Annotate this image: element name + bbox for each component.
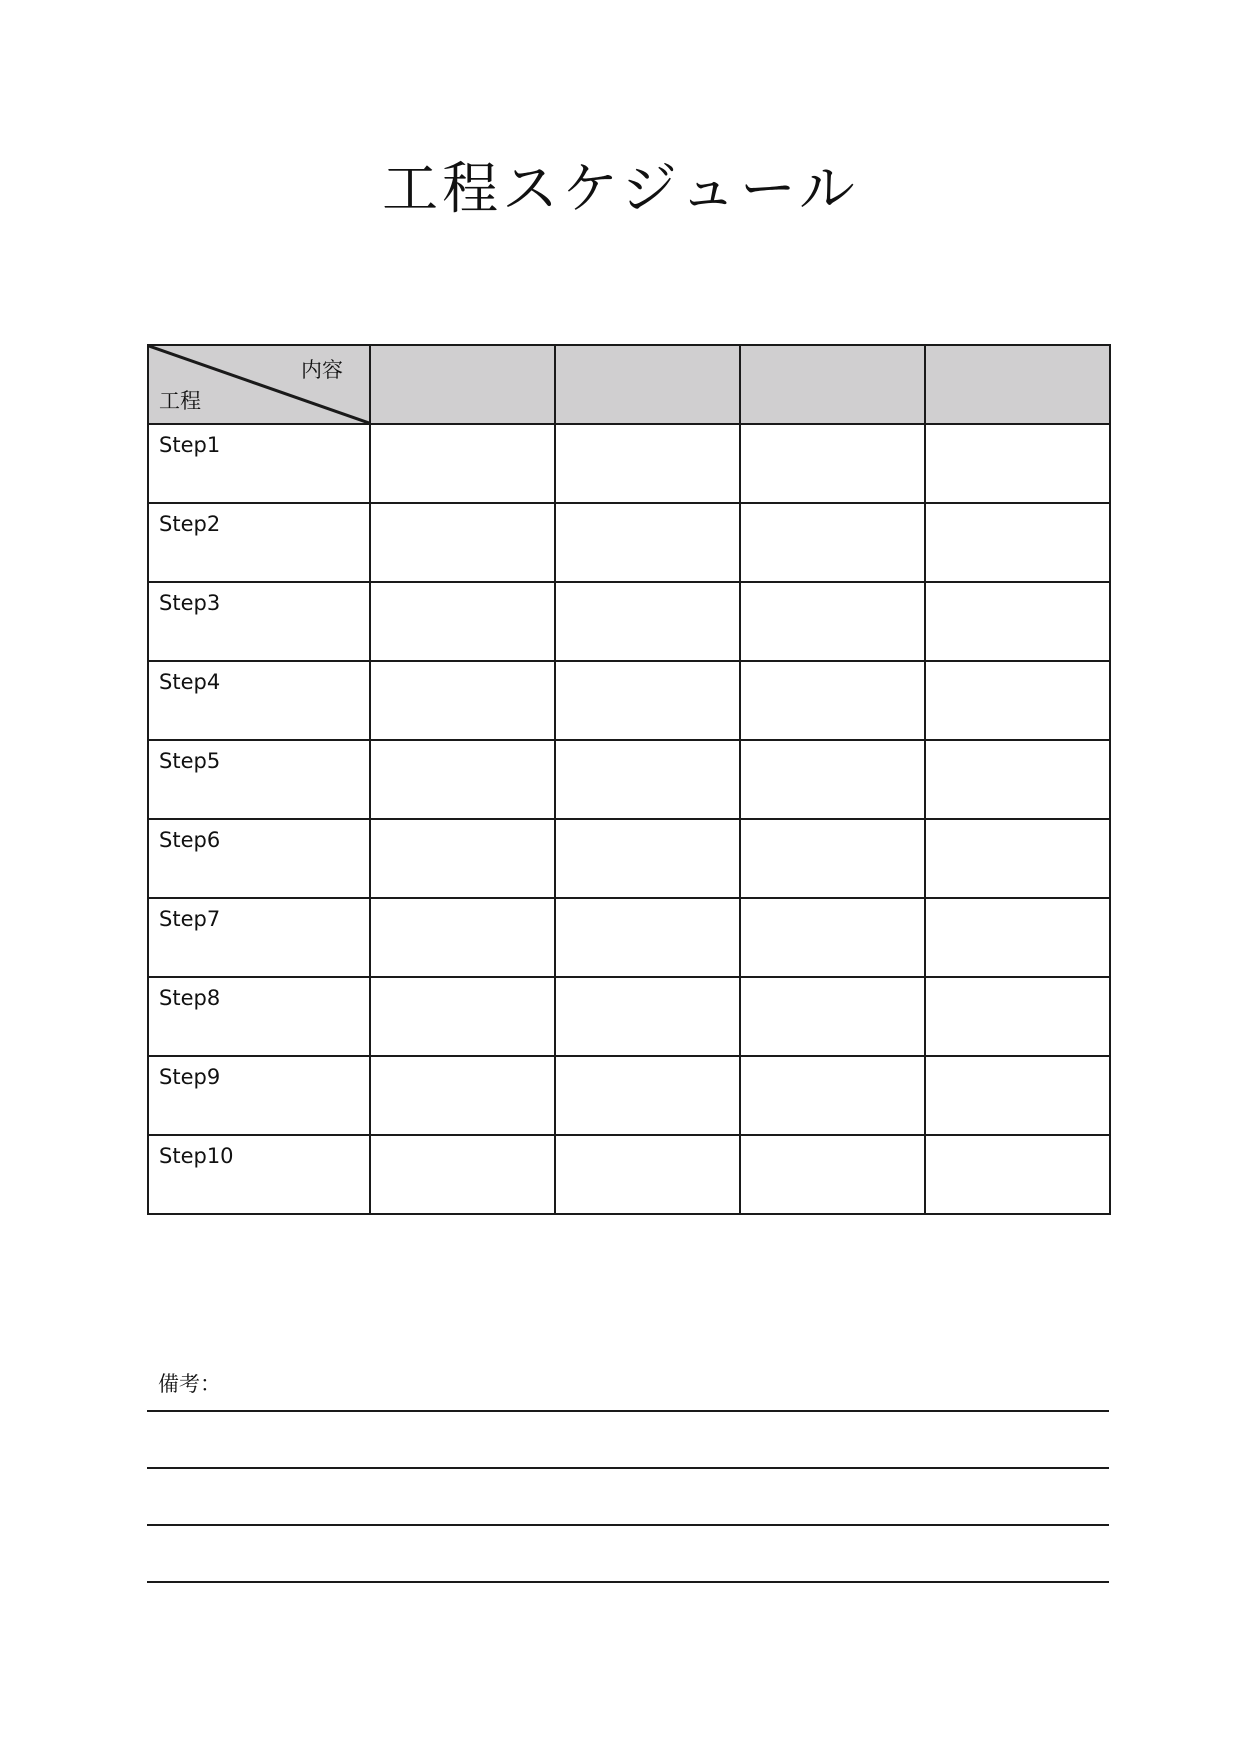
header-cell[interactable]	[370, 345, 555, 424]
header-cell[interactable]	[740, 345, 925, 424]
step-label: Step5	[159, 749, 221, 773]
step-cell	[148, 977, 370, 1056]
schedule-cell[interactable]	[370, 977, 555, 1056]
step-label: Step9	[159, 1065, 221, 1089]
schedule-cell[interactable]	[370, 661, 555, 740]
corner-header-cell	[148, 345, 370, 424]
table-row	[148, 1135, 1110, 1214]
schedule-cell[interactable]	[740, 1056, 925, 1135]
schedule-cell[interactable]	[925, 424, 1110, 503]
schedule-cell[interactable]	[925, 1056, 1110, 1135]
schedule-cell[interactable]	[555, 1135, 740, 1214]
table-row	[148, 977, 1110, 1056]
schedule-cell[interactable]	[370, 1135, 555, 1214]
schedule-cell[interactable]	[925, 661, 1110, 740]
schedule-cell[interactable]	[925, 740, 1110, 819]
table-row	[148, 503, 1110, 582]
schedule-cell[interactable]	[740, 582, 925, 661]
step-label: Step6	[159, 828, 221, 852]
schedule-cell[interactable]	[925, 503, 1110, 582]
step-cell	[148, 740, 370, 819]
schedule-cell[interactable]	[740, 1135, 925, 1214]
table-row	[148, 819, 1110, 898]
table-row	[148, 898, 1110, 977]
step-label: Step8	[159, 986, 221, 1010]
schedule-cell[interactable]	[925, 898, 1110, 977]
schedule-cell[interactable]	[555, 582, 740, 661]
schedule-cell[interactable]	[370, 898, 555, 977]
header-row	[148, 345, 1110, 424]
note-line[interactable]	[147, 1581, 1109, 1583]
step-cell	[148, 424, 370, 503]
step-cell	[148, 1056, 370, 1135]
schedule-cell[interactable]	[925, 582, 1110, 661]
schedule-cell[interactable]	[555, 819, 740, 898]
schedule-cell[interactable]	[555, 424, 740, 503]
schedule-table	[147, 344, 1111, 1215]
corner-label-process: 工程	[159, 389, 201, 413]
schedule-cell[interactable]	[370, 582, 555, 661]
schedule-cell[interactable]	[925, 1135, 1110, 1214]
schedule-cell[interactable]	[740, 661, 925, 740]
step-label: Step4	[159, 670, 221, 694]
step-cell	[148, 661, 370, 740]
schedule-cell[interactable]	[370, 819, 555, 898]
schedule-cell[interactable]	[555, 898, 740, 977]
schedule-cell[interactable]	[370, 424, 555, 503]
step-cell	[148, 898, 370, 977]
schedule-cell[interactable]	[370, 1056, 555, 1135]
schedule-cell[interactable]	[740, 977, 925, 1056]
header-cell[interactable]	[925, 345, 1110, 424]
step-label: Step3	[159, 591, 221, 615]
schedule-cell[interactable]	[555, 661, 740, 740]
header-cell[interactable]	[555, 345, 740, 424]
step-label: Step1	[159, 433, 221, 457]
schedule-cell[interactable]	[555, 977, 740, 1056]
table-row	[148, 582, 1110, 661]
step-cell	[148, 819, 370, 898]
step-cell	[148, 1135, 370, 1214]
step-label: Step10	[159, 1144, 234, 1168]
schedule-cell[interactable]	[555, 740, 740, 819]
schedule-cell[interactable]	[740, 819, 925, 898]
step-cell	[148, 582, 370, 661]
step-cell	[148, 503, 370, 582]
note-line[interactable]	[147, 1467, 1109, 1469]
table-row	[148, 740, 1110, 819]
schedule-cell[interactable]	[370, 740, 555, 819]
corner-label-content: 内容	[301, 358, 343, 382]
schedule-cell[interactable]	[740, 503, 925, 582]
schedule-cell[interactable]	[925, 819, 1110, 898]
schedule-cell[interactable]	[925, 977, 1110, 1056]
schedule-cell[interactable]	[740, 740, 925, 819]
table-row	[148, 661, 1110, 740]
page-title: 工程スケジュール	[382, 157, 859, 222]
step-label: Step2	[159, 512, 221, 536]
note-line[interactable]	[147, 1410, 1109, 1412]
table-row	[148, 1056, 1110, 1135]
schedule-cell[interactable]	[555, 503, 740, 582]
note-line[interactable]	[147, 1524, 1109, 1526]
step-label: Step7	[159, 907, 221, 931]
notes-label: 備考：	[158, 1372, 221, 1396]
table-row	[148, 424, 1110, 503]
schedule-cell[interactable]	[740, 898, 925, 977]
schedule-cell[interactable]	[555, 1056, 740, 1135]
schedule-cell[interactable]	[740, 424, 925, 503]
schedule-cell[interactable]	[370, 503, 555, 582]
